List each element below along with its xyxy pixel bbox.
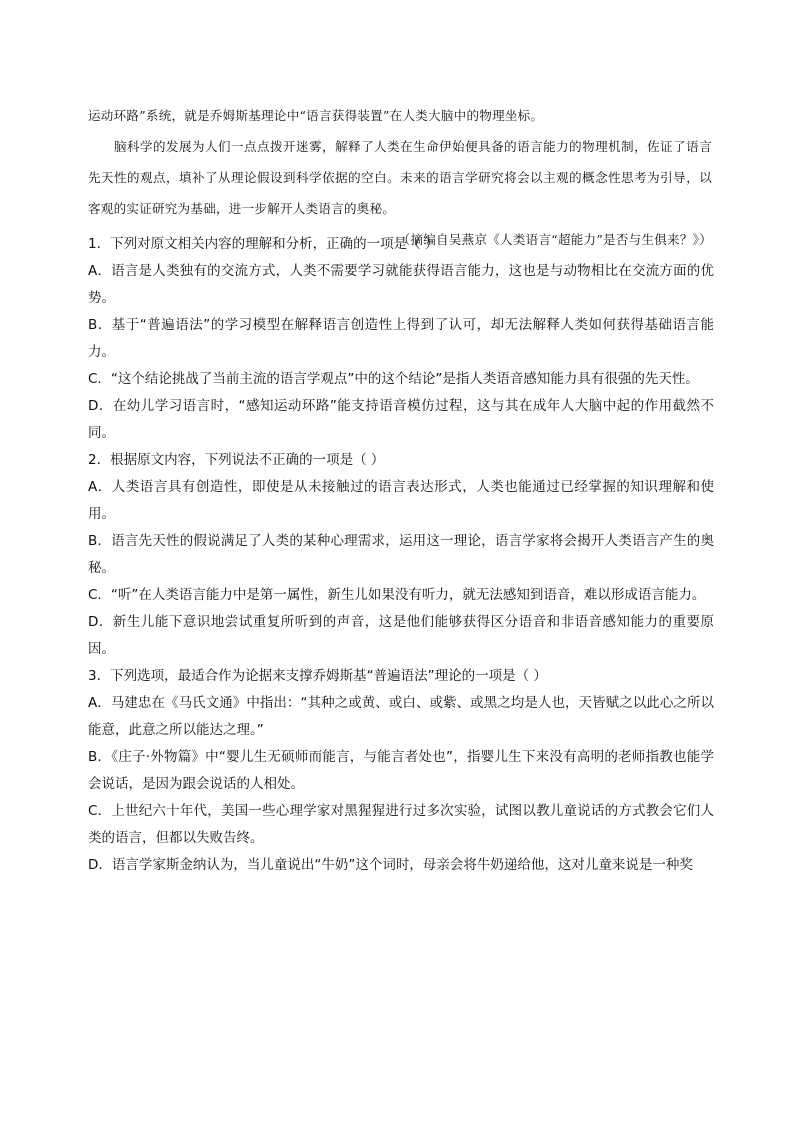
option-d: D．在幼儿学习语言时，“感知运动环路”能支持语音模仿过程，这与其在成年人大脑中起的作用截然不同。 [88,398,714,441]
option-a: A．语言是人类独有的交流方式，人类不需要学习就能获得语言能力，这也是与动物相比在交流方面的优势。 [88,263,714,306]
question-1 [88,231,714,447]
question-stem: 3．下列选项，最适合作为论据来支撑乔姆斯基“普遍语法”理论的一项是（ ） [88,668,547,684]
option-a: A．人类语言具有创造性，即使是从未接触过的语言表达形式，人类也能通过已经掌握的知识理解和使用。 [88,479,714,522]
question-list [88,231,714,879]
question-3 [88,663,714,879]
option-c: C．“听”在人类语言能力中是第一属性，新生儿如果没有听力，就无法感知到语音，难以形成语言能力。 [88,587,706,603]
question-2 [88,447,714,663]
passage-line: 运动环路”系统，就是乔姆斯基理论中“语言获得装置”在人类大脑中的物理坐标。 [88,108,544,123]
option-c: C．上世纪六十年代，美国一些心理学家对黑猩猩进行过多次实验，试图以教儿童说话的方式教会它们人类的语言，但都以失败告终。 [88,803,714,846]
question-stem: 2．根据原文内容，下列说法不正确的一项是（ ） [88,452,385,468]
passage-source: （摘编自吴燕京《人类语言“超能力”是否与生俱来？》） [397,232,712,247]
option-b: B．基于“普遍语法”的学习模型在解释语言创造性上得到了认可，却无法解释人类如何获得基础语言能力。 [88,317,714,360]
passage-paragraph: 脑科学的发展为人们一点点拨开迷雾，解释了人类在生命伊始便具备的语言能力的物理机制，佐证了语言先天性的观点，填补了从理论假设到科学依据的空白。未来的语言学研究将会以主观的概念性思考为引导，以客观的实证研究为基础，进一步解开人类语言的奥秘。 [88,139,712,216]
option-d: D．语言学家斯金纳认为，当儿童说出“牛奶”这个词时，母亲会将牛奶递给他，这对儿童来说是一种奖 [88,857,693,873]
option-d: D．新生儿能下意识地尝试重复所听到的声音，这是他们能够获得区分语音和非语音感知能力的重要原因。 [88,614,714,657]
option-a: A．马建忠在《马氏文通》中指出：“其种之或黄、或白、或紫、或黑之均是人也，天皆赋之以此心之所以能意，此意之所以能达之理。” [88,695,714,738]
option-c: C．“这个结论挑战了当前主流的语言学观点”中的这个结论”是指人类语音感知能力具有很强的先天性。 [88,371,699,387]
option-b: B．《庄子·外物篇》中“婴儿生无硕师而能言，与能言者处也”，指婴儿生下来没有高明的老师指教也能学会说话，是因为跟会说话的人相处。 [88,749,714,792]
option-b: B．语言先天性的假说满足了人类的某种心理需求，运用这一理论，语言学家将会揭开人类语言产生的奥秘。 [88,533,714,576]
question-stem: 1．下列对原文相关内容的理解和分析，正确的一项是（ ） [88,236,439,252]
